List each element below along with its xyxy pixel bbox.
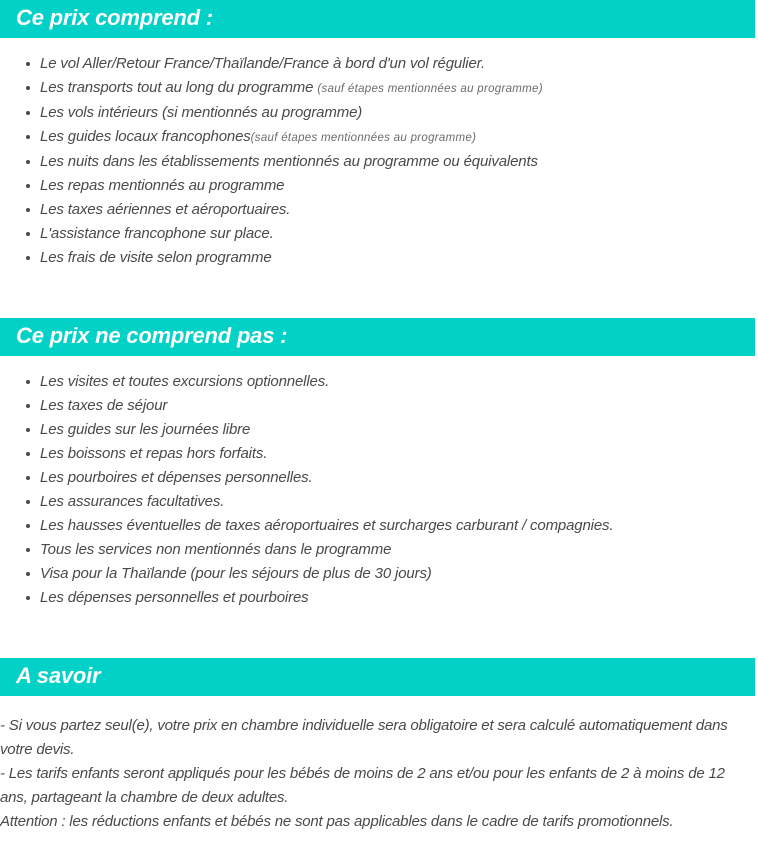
good-to-know-notes [0,714,758,834]
section-header-excluded [0,318,755,356]
section-header-good-to-know [0,658,755,696]
list-item [0,222,758,246]
spacer-included-top [0,38,758,52]
list-item [0,150,758,174]
list-item-label: Les boissons et repas hors forfaits. [40,445,268,462]
list-item [0,442,758,466]
list-item-label: Les taxes aériennes et aéroportuaires. [40,201,291,218]
list-item-label: Les guides locaux francophones [40,128,251,145]
list-item-label: Les assurances facultatives. [40,493,225,510]
note-paragraph: - Les tarifs enfants seront appliqués pour les bébés de moins de 2 ans et/ou pour les enfants de 2 à moins de 12 ans, partageant la chambre de deux adultes. [0,765,725,806]
list-item [0,586,758,610]
list-item-label: Les hausses éventuelles de taxes aéroportuaires et surcharges carburant / compagnies. [40,517,614,534]
list-item-note: (sauf étapes mentionnées au programme) [250,132,477,144]
list-item-note: (sauf étapes mentionnées au programme) [317,83,543,95]
list-item [0,538,758,562]
list-item [0,52,758,76]
list-item-label: Les frais de visite selon programme [40,249,272,266]
list-item-label: Le vol Aller/Retour France/Thaïlande/France à bord d'un vol régulier. [40,55,485,72]
section-title-good-to-know: A savoir [16,663,101,688]
list-item [0,125,758,150]
list-item-label: Les visites et toutes excursions optionnelles. [40,373,330,390]
list-item-label: Les dépenses personnelles et pourboires [40,589,309,606]
section-header-included [0,0,755,38]
list-item-label: Les vols intérieurs (si mentionnés au programme) [40,104,363,121]
section-title-included: Ce prix comprend : [16,5,213,30]
list-item-label: Les transports tout au long du programme [40,79,318,96]
list-item [0,394,758,418]
list-item [0,466,758,490]
list-item [0,101,758,125]
list-item [0,370,758,394]
note-paragraph: Attention : les réductions enfants et bébés ne sont pas applicables dans le cadre de tarifs promotionnels. [0,813,674,830]
excluded-list [0,370,758,610]
section-title-excluded: Ce prix ne comprend pas : [16,323,288,348]
note-paragraph: - Si vous partez seul(e), votre prix en chambre individuelle sera obligatoire et sera calculé automatiquement dans votre devis. [0,717,728,758]
list-item-label: Les nuits dans les établissements mentionnés au programme ou équivalents [40,153,538,170]
list-item [0,198,758,222]
list-item [0,174,758,198]
list-item [0,418,758,442]
list-item [0,246,758,270]
list-item [0,562,758,586]
list-item-label: Les guides sur les journées libre [40,421,251,438]
list-item [0,490,758,514]
spacer-after-excluded [0,610,758,658]
spacer-excluded-top [0,356,758,370]
list-item-label: Les taxes de séjour [40,397,168,414]
spacer-after-included [0,270,758,318]
list-item-label: Les pourboires et dépenses personnelles. [40,469,313,486]
list-item [0,76,758,101]
list-item-label: Les repas mentionnés au programme [40,177,285,194]
list-item [0,514,758,538]
list-item-label: Visa pour la Thaïlande (pour les séjours de plus de 30 jours) [40,565,432,582]
spacer-good-to-know-top [0,696,758,714]
list-item-label: L'assistance francophone sur place. [40,225,274,242]
list-item-label: Tous les services non mentionnés dans le programme [40,541,392,558]
included-list [0,52,758,270]
